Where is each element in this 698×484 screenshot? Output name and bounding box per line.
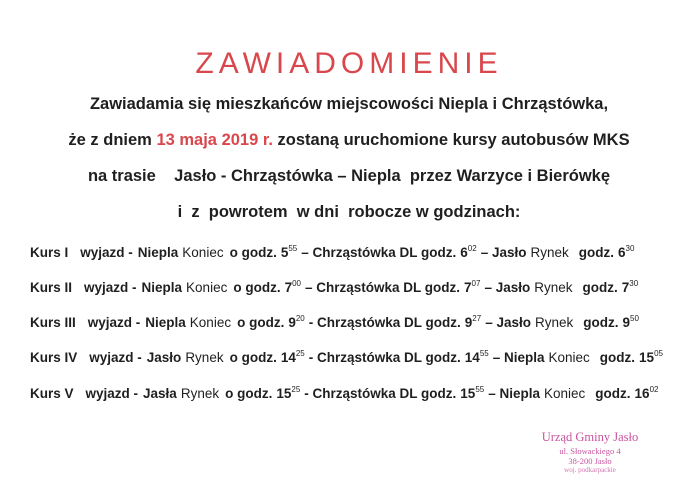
course-destination-stop: Rynek [534,280,573,295]
intro-line-4: i z powrotem w dni robocze w godzinach: [177,203,521,221]
course-destination: – Niepla [488,386,541,401]
arrival-label: godz. [595,386,631,401]
arrival-minute: 30 [625,244,635,253]
course-origin-stop: Koniec [189,315,232,330]
arrival-minute: 05 [654,349,663,358]
via-stop: – Chrząstówka DL godz. [305,280,461,295]
departure-minute: 20 [295,314,305,323]
course-origin-stop: Koniec [186,280,228,295]
arrival-label: godz. [578,245,614,260]
via-minute: 55 [479,349,489,358]
course-destination: – Niepla [492,350,545,365]
departure-hour: 5 [280,245,289,260]
via-stop: – Chrząstówka DL godz. [301,245,457,260]
notice-title: ZAWIADOMIENIE [195,47,503,80]
arrival-minute: 02 [649,385,659,394]
intro-line-3: na trasie Jasło - Chrząstówka – Niepla przez Warzyce i Bierówkę [87,167,611,185]
intro-line-2-before: że z dniem [68,131,152,149]
departure-label: o godz. [225,386,273,401]
stamp-region: woj. podkarpackie [564,466,616,474]
via-hour: 7 [464,280,472,295]
via-hour: 6 [460,245,468,260]
departure-hour: 9 [288,315,296,330]
course-destination-stop: Koniec [548,350,590,365]
course-origin: Niepla [141,280,183,295]
course-label: Kurs II [30,280,73,295]
departure-hour: 15 [276,386,292,401]
arrival-hour: 7 [621,280,630,295]
departure-minute: 00 [292,279,301,288]
arrival-label: godz. [599,350,636,365]
stamp-city: 38-200 Jasło [568,456,612,466]
course-origin-stop: Rynek [180,386,220,401]
arrival-hour: 6 [618,245,626,260]
departure-minute: 25 [291,385,301,394]
course-destination: – Jasło [480,245,527,260]
course-direction: wyjazd - [80,245,133,260]
course-destination: – Jasło [484,280,531,295]
arrival-minute: 30 [629,279,639,288]
course-label: Kurs V [30,386,74,401]
stamp-street: ul. Słowackiego 4 [559,446,621,456]
course-direction: wyjazd - [89,350,142,365]
course-row [30,280,638,295]
via-stop: - Chrząstówka DL godz. [308,350,461,365]
stamp-name: Urząd Gminy Jasło [541,430,639,444]
course-origin: Jasło [146,350,182,365]
course-origin: Niepla [145,315,186,330]
arrival-hour: 15 [639,350,655,365]
course-destination: – Jasło [485,315,531,330]
course-row [30,386,658,401]
course-destination-stop: Rynek [534,315,574,330]
course-origin: Jasła [143,386,177,401]
course-origin: Niepla [137,245,179,260]
via-hour: 15 [460,386,476,401]
via-stop: - Chrząstówka DL godz. [304,386,457,401]
via-minute: 55 [475,385,485,394]
via-hour: 9 [464,315,473,330]
arrival-label: godz. [582,280,618,295]
office-stamp [520,430,660,474]
via-hour: 14 [464,350,480,365]
course-direction: wyjazd - [85,386,139,401]
departure-minute: 55 [288,244,298,253]
departure-hour: 7 [284,280,293,295]
course-row [30,350,663,365]
course-label: Kurs IV [30,350,78,365]
departure-label: o godz. [233,280,281,295]
course-direction: wyjazd - [87,315,141,330]
intro-line-2-after: zostaną uruchomione kursy autobusów MKS [277,131,630,149]
course-origin-stop: Rynek [185,350,224,365]
arrival-hour: 9 [622,315,630,330]
intro-line-1: Zawiadamia się mieszkańców miejscowości Niepla i Chrząstówka, [89,95,609,113]
departure-label: o godz. [229,350,277,365]
departure-label: o godz. [229,245,277,260]
course-label: Kurs I [30,245,69,260]
departure-hour: 14 [280,350,296,365]
intro-line-2 [0,131,698,150]
course-label: Kurs III [30,315,76,330]
course-origin-stop: Koniec [182,245,224,260]
via-stop: - Chrząstówka DL godz. [308,315,461,330]
arrival-minute: 50 [630,314,639,323]
via-minute: 27 [472,314,482,323]
via-minute: 02 [467,244,477,253]
arrival-label: godz. [583,315,619,330]
course-direction: wyjazd - [84,280,137,295]
course-row [30,315,639,330]
departure-minute: 25 [295,349,305,358]
via-minute: 07 [471,279,481,288]
start-date: 13 maja 2019 r. [156,131,273,149]
course-destination-stop: Rynek [530,245,569,260]
arrival-hour: 16 [634,386,650,401]
course-row [30,245,634,260]
departure-label: o godz. [237,315,285,330]
course-destination-stop: Koniec [544,386,586,401]
